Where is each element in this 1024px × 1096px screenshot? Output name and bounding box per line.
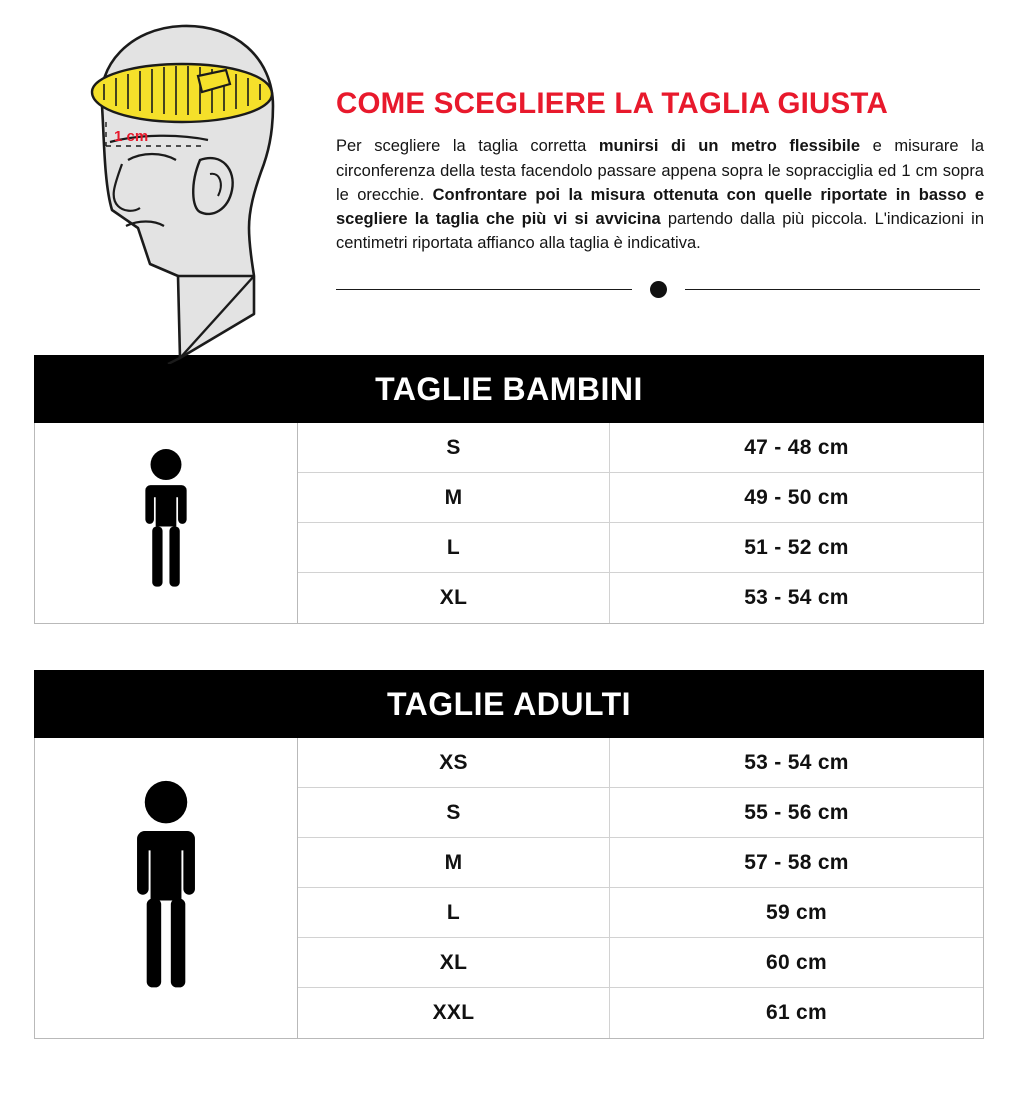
divider-dot	[650, 281, 667, 298]
size-label: L	[298, 523, 610, 572]
size-measure: 51 - 52 cm	[744, 535, 849, 559]
size-label: XXL	[298, 988, 610, 1038]
size-label: XL	[298, 573, 610, 623]
table-row	[298, 838, 983, 888]
size-measure: 61 cm	[765, 1001, 828, 1024]
size-label: M	[298, 838, 610, 887]
tape-measure-label: 1 cm	[114, 128, 149, 145]
kids-table-title: TAGLIE BAMBINI	[34, 355, 984, 423]
kids-size-table	[34, 355, 984, 624]
intro-section	[0, 0, 1024, 355]
size-measure: 60 cm	[765, 950, 828, 974]
size-label: S	[298, 423, 610, 472]
divider-line-right	[685, 289, 981, 290]
child-figure-cell	[35, 423, 298, 623]
intro-paragraph: Per scegliere la taglia corretta munirsi di un metro flessibile e misurare la circonferenza della testa facendolo passare appena sopra le sopracciglia ed 1 cm sopra le orecchie. Confrontare poi la misura ottenuta con quelle riportate in basso e scegliere la taglia che più vi si avvicina partendo dalla più piccola. L'indicazioni in centimetri riportata affianco alla taglia è indicativa.	[336, 137, 984, 252]
table-row	[298, 938, 983, 988]
size-label: S	[298, 788, 610, 837]
head-measurement-illustration	[30, 10, 320, 369]
head-diagram-icon	[30, 14, 320, 364]
section-divider	[336, 281, 984, 298]
adults-size-table	[34, 670, 984, 1039]
kids-rows	[298, 423, 983, 623]
size-measure: 57 - 58 cm	[744, 850, 849, 874]
table-row	[298, 988, 983, 1038]
adults-table-title: TAGLIE ADULTI	[34, 670, 984, 738]
adult-figure-cell	[35, 738, 298, 1038]
page-title: COME SCEGLIERE LA TAGLIA GIUSTA	[336, 87, 888, 120]
child-figure-icon	[123, 437, 209, 609]
divider-line-left	[336, 289, 632, 290]
size-label: L	[298, 888, 610, 937]
adult-figure-icon	[116, 777, 216, 999]
size-measure: 53 - 54 cm	[744, 586, 849, 609]
table-row	[298, 738, 983, 788]
adults-rows	[298, 738, 983, 1038]
size-label: M	[298, 473, 610, 522]
table-row	[298, 523, 983, 573]
size-label: XL	[298, 938, 610, 987]
intro-text-column	[320, 10, 984, 298]
table-row	[298, 473, 983, 523]
size-measure: 53 - 54 cm	[744, 750, 849, 774]
table-row	[298, 888, 983, 938]
size-measure: 49 - 50 cm	[744, 485, 849, 509]
table-row	[298, 573, 983, 623]
size-measure: 55 - 56 cm	[744, 800, 849, 824]
size-measure: 59 cm	[765, 900, 828, 924]
table-row	[298, 423, 983, 473]
size-label: XS	[298, 738, 610, 787]
size-measure: 47 - 48 cm	[744, 435, 849, 459]
table-row	[298, 788, 983, 838]
